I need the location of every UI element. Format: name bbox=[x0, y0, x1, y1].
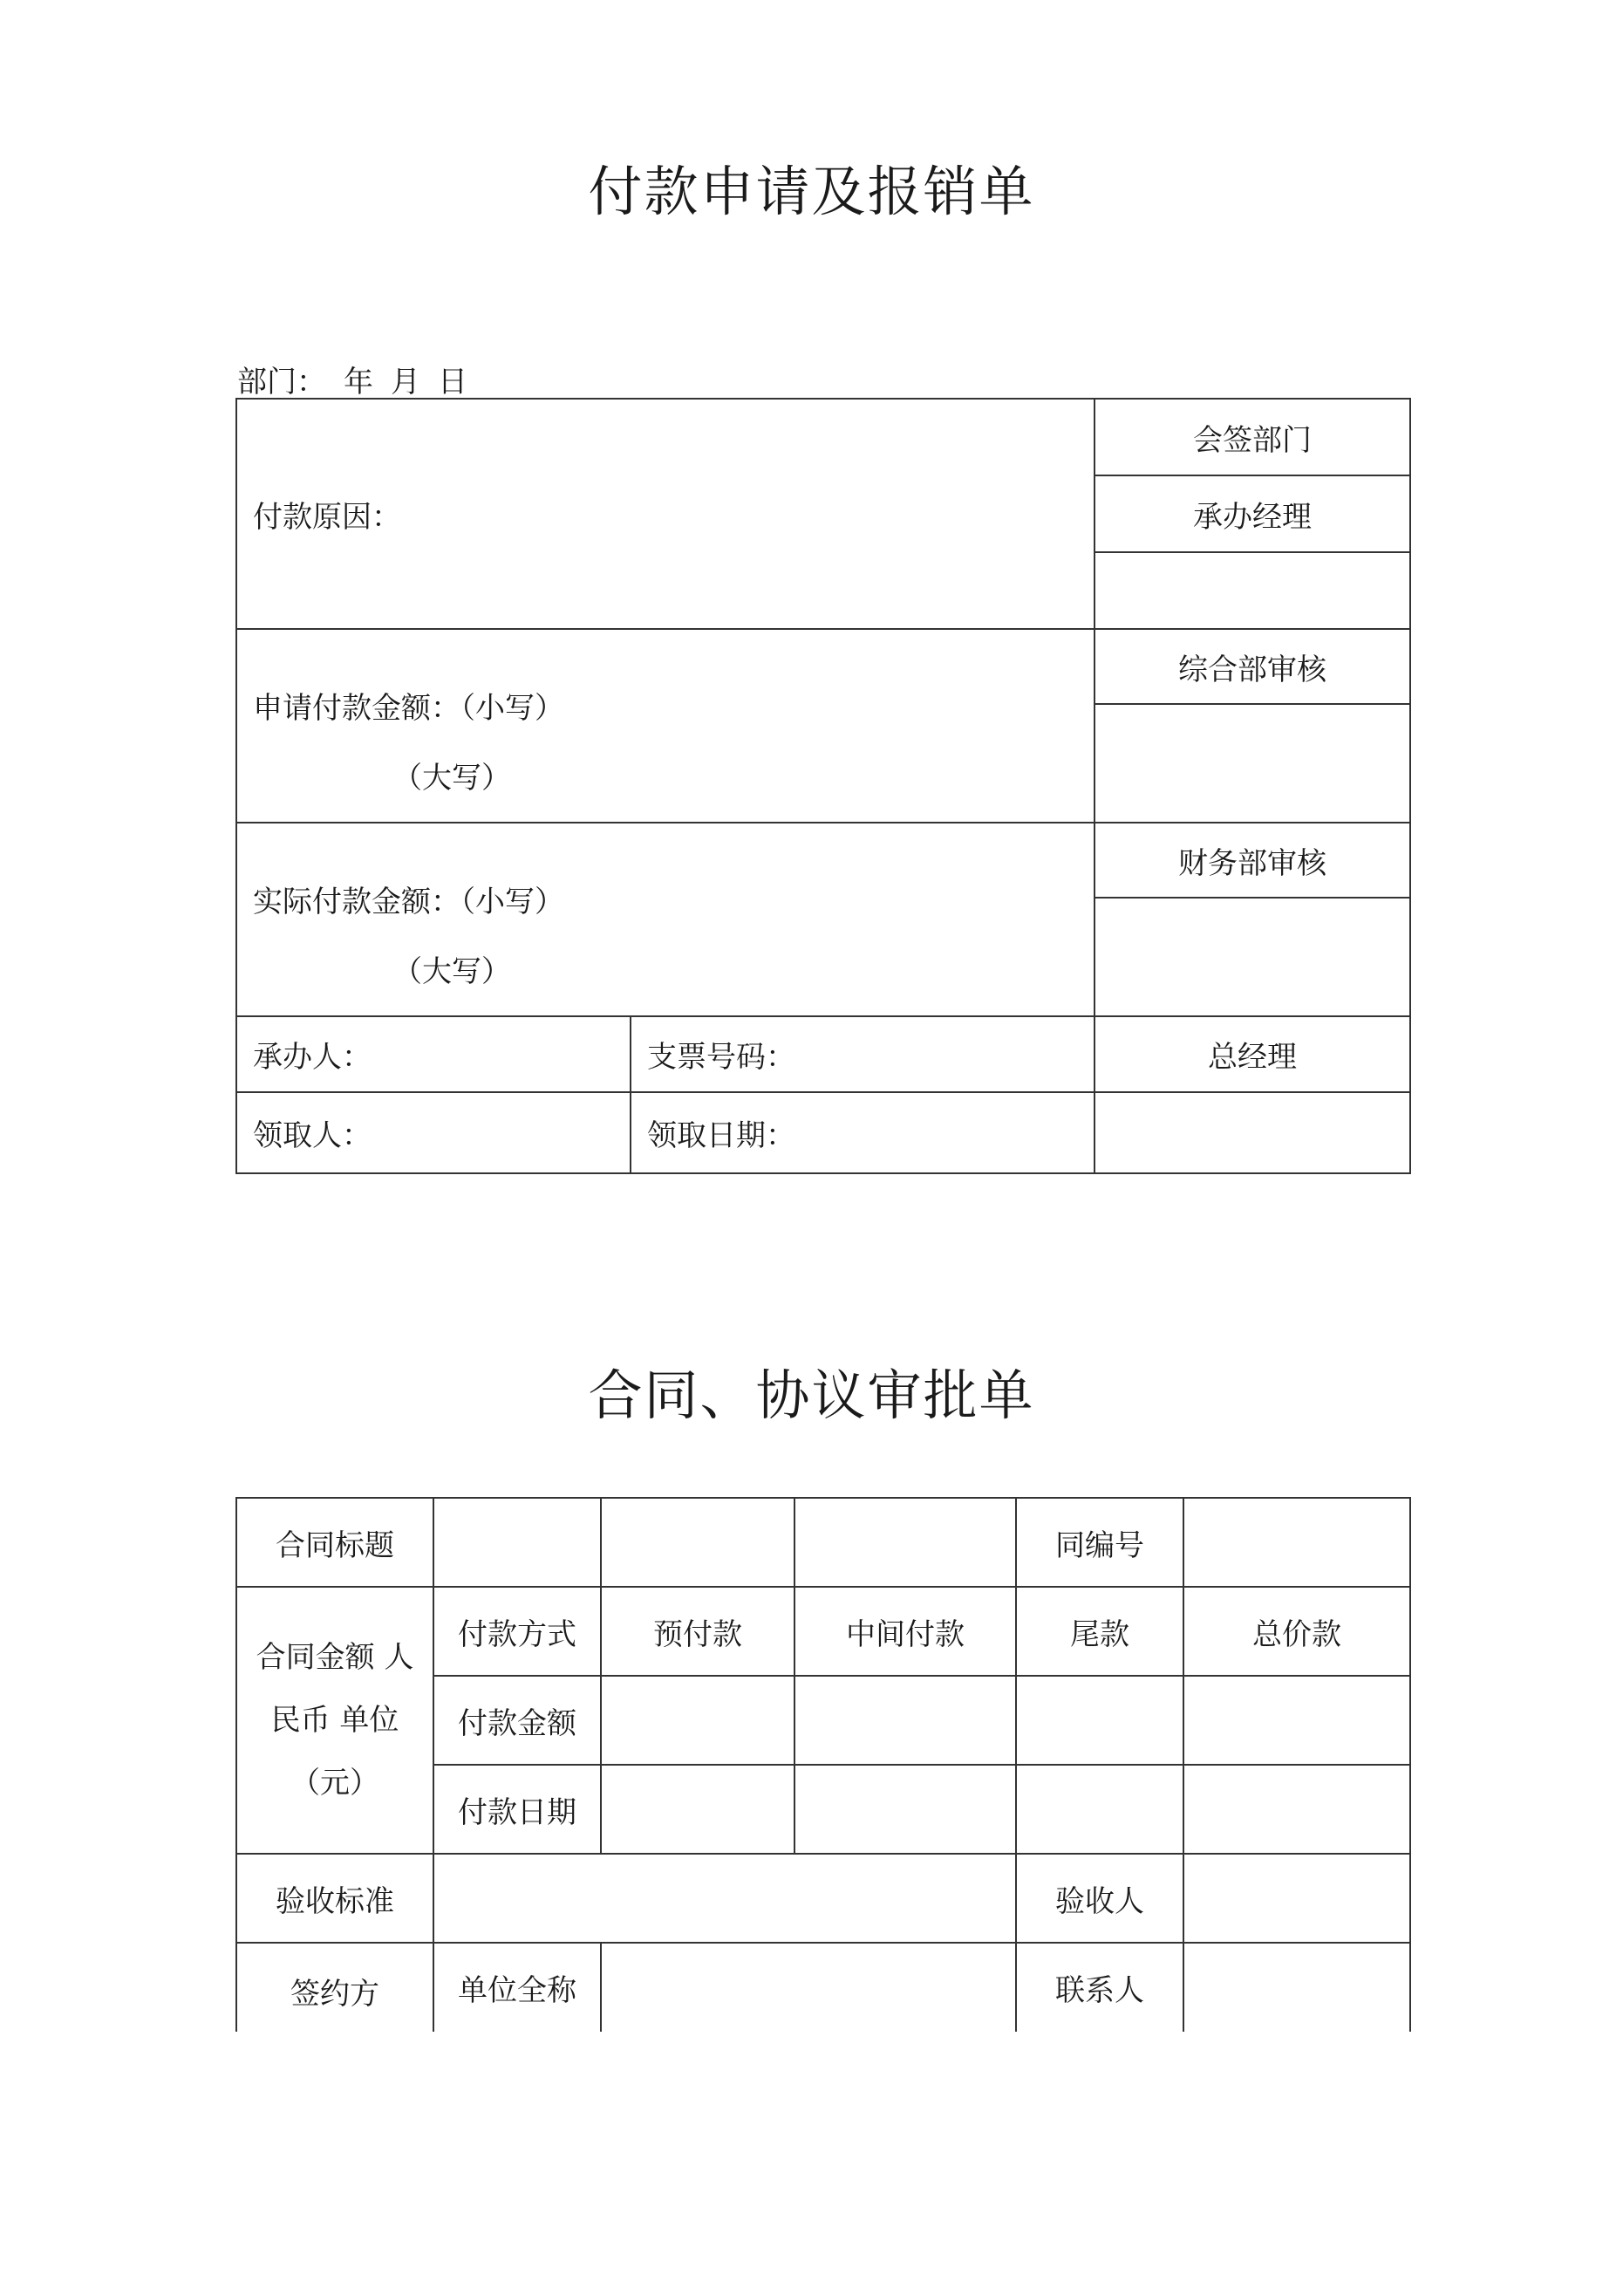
form1-title: 付款申请及报销单 bbox=[588, 160, 1035, 223]
handler-cell[interactable] bbox=[236, 1016, 631, 1092]
year-label: 年 bbox=[344, 365, 373, 400]
form2-title: 合同、协议审批单 bbox=[588, 1363, 1035, 1427]
payment-method-label: 付款方式 bbox=[433, 1587, 601, 1676]
general-manager-label: 总经理 bbox=[1095, 1016, 1410, 1092]
unit-full-name-input[interactable] bbox=[601, 1943, 1016, 2032]
dept-label: 部门： bbox=[237, 365, 326, 400]
contract-number-input[interactable] bbox=[1183, 1498, 1410, 1587]
payment-date-label: 付款日期 bbox=[433, 1765, 601, 1854]
actual-amount-big-label: （大写） bbox=[392, 954, 511, 989]
general-dept-review-label: 综合部审核 bbox=[1095, 629, 1410, 704]
contact-input[interactable] bbox=[1183, 1943, 1410, 2032]
requested-amount-big-label: （大写） bbox=[392, 761, 511, 796]
prepay-date-input[interactable] bbox=[601, 1765, 794, 1854]
contact-label: 联系人 bbox=[1016, 1943, 1183, 2032]
payment-reason-label: 付款原因： bbox=[253, 499, 401, 535]
contract-title-label: 合同标题 bbox=[236, 1498, 433, 1587]
handling-manager-sign-cell[interactable] bbox=[1095, 552, 1410, 629]
requested-amount-cell[interactable] bbox=[236, 629, 1095, 823]
prepay-amount-input[interactable] bbox=[601, 1676, 794, 1765]
check-number-cell[interactable] bbox=[631, 1016, 1095, 1092]
contract-approval-table bbox=[235, 1497, 1411, 2032]
mid-payment-label: 中间付款 bbox=[794, 1587, 1016, 1676]
acceptance-standard-input[interactable] bbox=[433, 1854, 1016, 1943]
requested-amount-small-label: 申请付款金额：（小写） bbox=[253, 691, 564, 726]
general-manager-sign-cell[interactable] bbox=[1095, 1092, 1410, 1173]
actual-amount-small-label: 实际付款金额：（小写） bbox=[253, 885, 564, 919]
countersign-dept-label: 会签部门 bbox=[1095, 399, 1410, 475]
receive-date-cell[interactable] bbox=[631, 1092, 1095, 1173]
total-price-label: 总价款 bbox=[1183, 1587, 1410, 1676]
contract-amount-label: 合同金额 人民币 单位（元） bbox=[236, 1587, 433, 1854]
receiver-cell[interactable] bbox=[236, 1092, 631, 1173]
contract-title-input-1[interactable] bbox=[433, 1498, 601, 1587]
contract-title-input-2[interactable] bbox=[601, 1498, 794, 1587]
general-dept-review-sign-cell[interactable] bbox=[1095, 704, 1410, 823]
prepay-label: 预付款 bbox=[601, 1587, 794, 1676]
payment-amount-label: 付款金额 bbox=[433, 1676, 601, 1765]
unit-full-name-label: 单位全称 bbox=[433, 1943, 601, 2032]
check-number-label: 支票号码： bbox=[647, 1040, 795, 1075]
handling-manager-label: 承办经理 bbox=[1095, 475, 1410, 552]
payment-request-table bbox=[235, 398, 1411, 1174]
acceptance-standard-label: 验收标准 bbox=[236, 1854, 433, 1943]
final-payment-label: 尾款 bbox=[1016, 1587, 1183, 1676]
acceptor-label: 验收人 bbox=[1016, 1854, 1183, 1943]
mid-payment-amount-input[interactable] bbox=[794, 1676, 1016, 1765]
final-payment-amount-input[interactable] bbox=[1016, 1676, 1183, 1765]
acceptor-input[interactable] bbox=[1183, 1854, 1410, 1943]
total-price-date-input[interactable] bbox=[1183, 1765, 1410, 1854]
total-price-amount-input[interactable] bbox=[1183, 1676, 1410, 1765]
final-payment-date-input[interactable] bbox=[1016, 1765, 1183, 1854]
finance-review-label: 财务部审核 bbox=[1095, 823, 1410, 898]
receive-date-label: 领取日期： bbox=[647, 1118, 795, 1153]
day-label: 日 bbox=[438, 365, 467, 400]
actual-amount-cell[interactable] bbox=[236, 823, 1095, 1016]
handler-label: 承办人： bbox=[253, 1040, 372, 1075]
finance-review-sign-cell[interactable] bbox=[1095, 898, 1410, 1016]
payment-reason-cell[interactable] bbox=[236, 399, 1095, 629]
mid-payment-date-input[interactable] bbox=[794, 1765, 1016, 1854]
receiver-label: 领取人： bbox=[253, 1118, 372, 1153]
contract-title-input-3[interactable] bbox=[794, 1498, 1016, 1587]
signer-label: 签约方 bbox=[236, 1943, 433, 2032]
contract-number-label: 同编号 bbox=[1016, 1498, 1183, 1587]
form1-meta bbox=[237, 358, 485, 400]
month-label: 月 bbox=[391, 365, 420, 400]
